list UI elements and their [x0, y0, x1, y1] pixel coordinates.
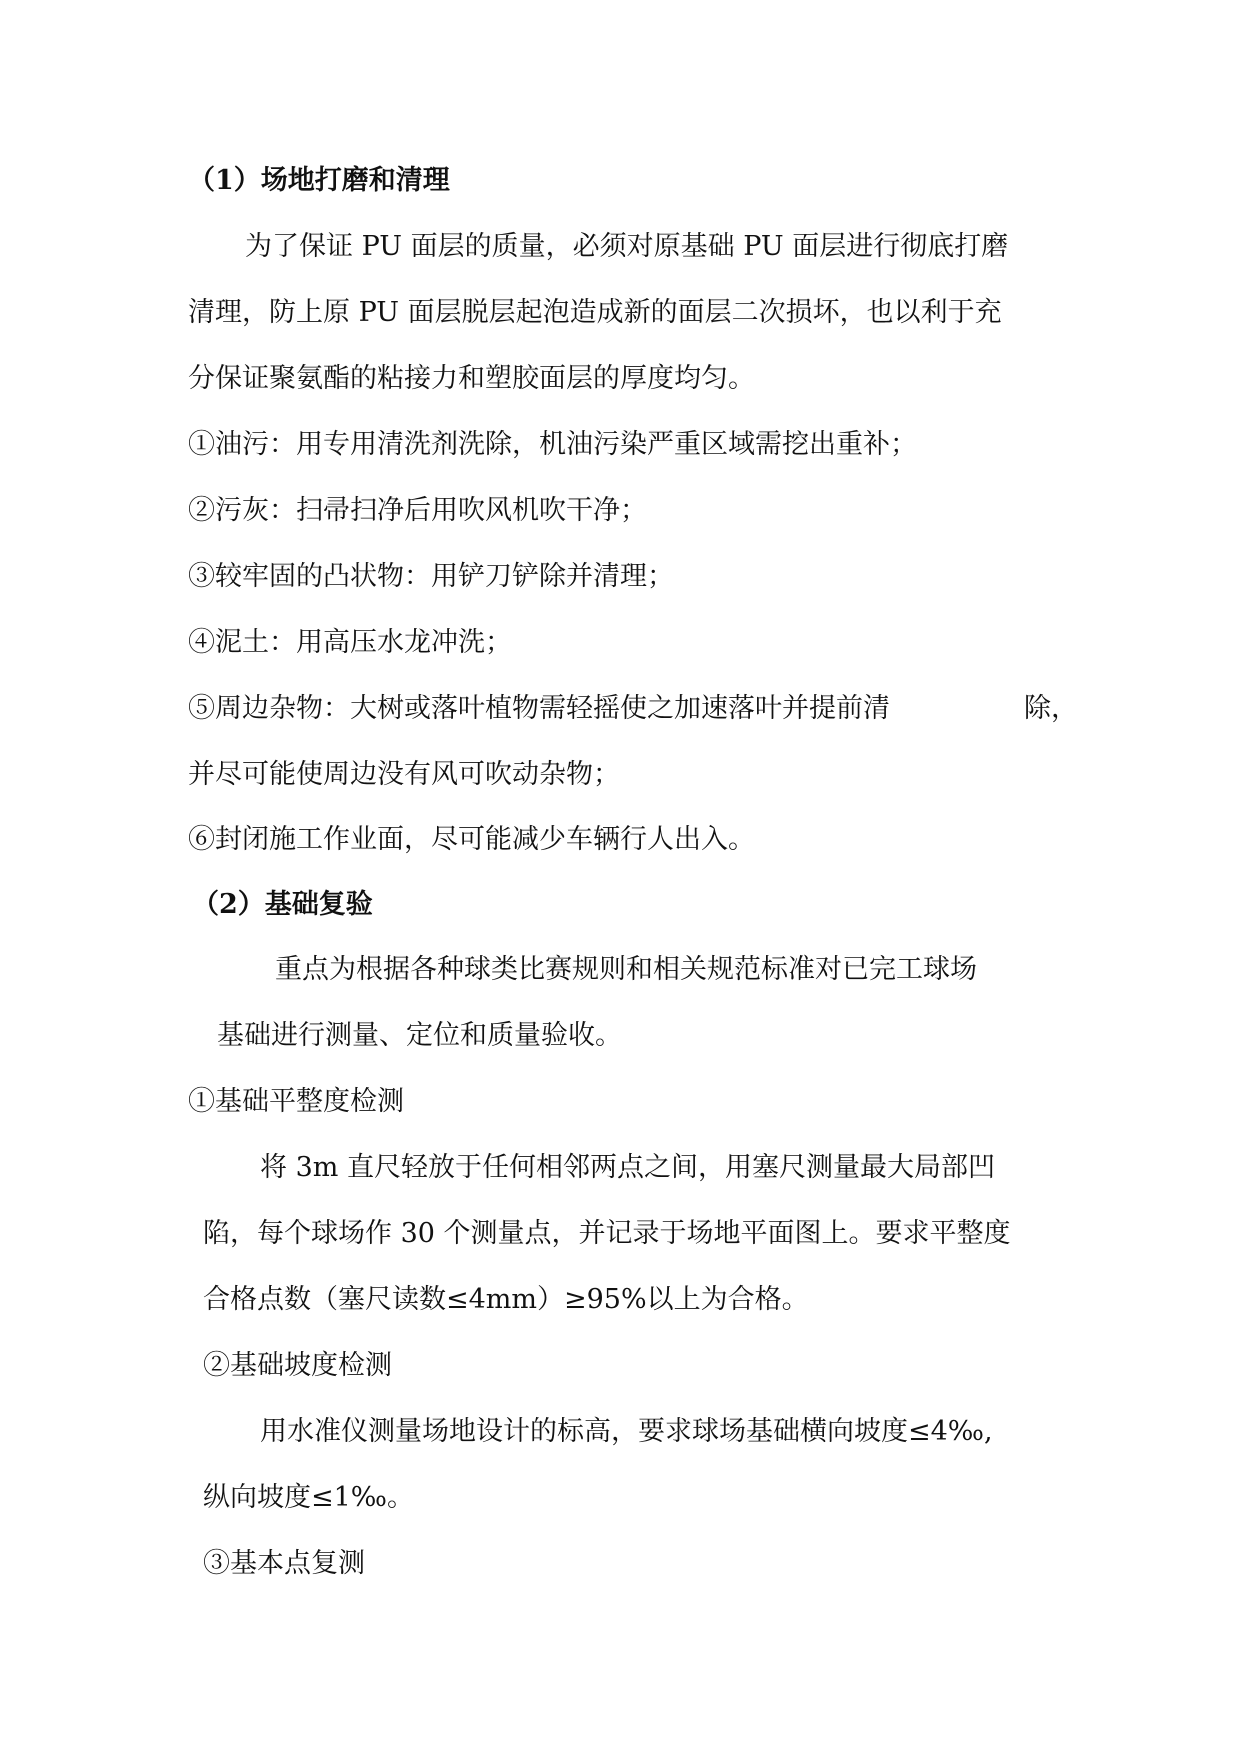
paragraph-line: 将 3m 直尺轻放于任何相邻两点之间，用塞尺测量最大局部凹 [260, 1152, 995, 1183]
paragraph-line: 纵向坡度≤1‰。 [203, 1482, 415, 1513]
subsection-title: ①基础平整度检测 [188, 1086, 404, 1117]
section-heading-foundation-recheck: （2）基础复验 [192, 889, 373, 920]
paragraph-line: 合格点数（塞尺读数≤4mm）≥95%以上为合格。 [203, 1284, 809, 1315]
paragraph-line: 陷，每个球场作 30 个测量点，并记录于场地平面图上。要求平整度 [203, 1218, 1011, 1249]
list-item-tail: 除， [1024, 693, 1078, 724]
list-item: ⑥封闭施工作业面，尽可能减少车辆行人出入。 [188, 824, 755, 855]
list-item-continuation: 并尽可能使周边没有风可吹动杂物； [188, 759, 620, 790]
paragraph-line: 分保证聚氨酯的粘接力和塑胶面层的厚度均匀。 [188, 363, 755, 394]
list-item: ⑤周边杂物：大树或落叶植物需轻摇使之加速落叶并提前清 [188, 693, 890, 724]
paragraph-line: 清理，防上原 PU 面层脱层起泡造成新的面层二次损坏，也以利于充 [188, 297, 1002, 328]
paragraph-line: 重点为根据各种球类比赛规则和相关规范标准对已完工球场 [275, 954, 977, 985]
list-item: ③较牢固的凸状物：用铲刀铲除并清理； [188, 561, 674, 592]
list-item: ①油污：用专用清洗剂洗除，机油污染严重区域需挖出重补； [188, 429, 917, 460]
subsection-title: ③基本点复测 [203, 1548, 365, 1579]
list-item: ②污灰：扫帚扫净后用吹风机吹干净； [188, 495, 647, 526]
list-item: ④泥土：用高压水龙冲洗； [188, 627, 512, 658]
paragraph-line: 用水准仪测量场地设计的标高，要求球场基础横向坡度≤4‰, [260, 1416, 993, 1447]
paragraph-line: 基础进行测量、定位和质量验收。 [217, 1020, 622, 1051]
section-heading-site-grinding: （1）场地打磨和清理 [188, 165, 450, 196]
paragraph-line: 为了保证 PU 面层的质量，必须对原基础 PU 面层进行彻底打磨 [245, 231, 1009, 262]
subsection-title: ②基础坡度检测 [203, 1350, 392, 1381]
